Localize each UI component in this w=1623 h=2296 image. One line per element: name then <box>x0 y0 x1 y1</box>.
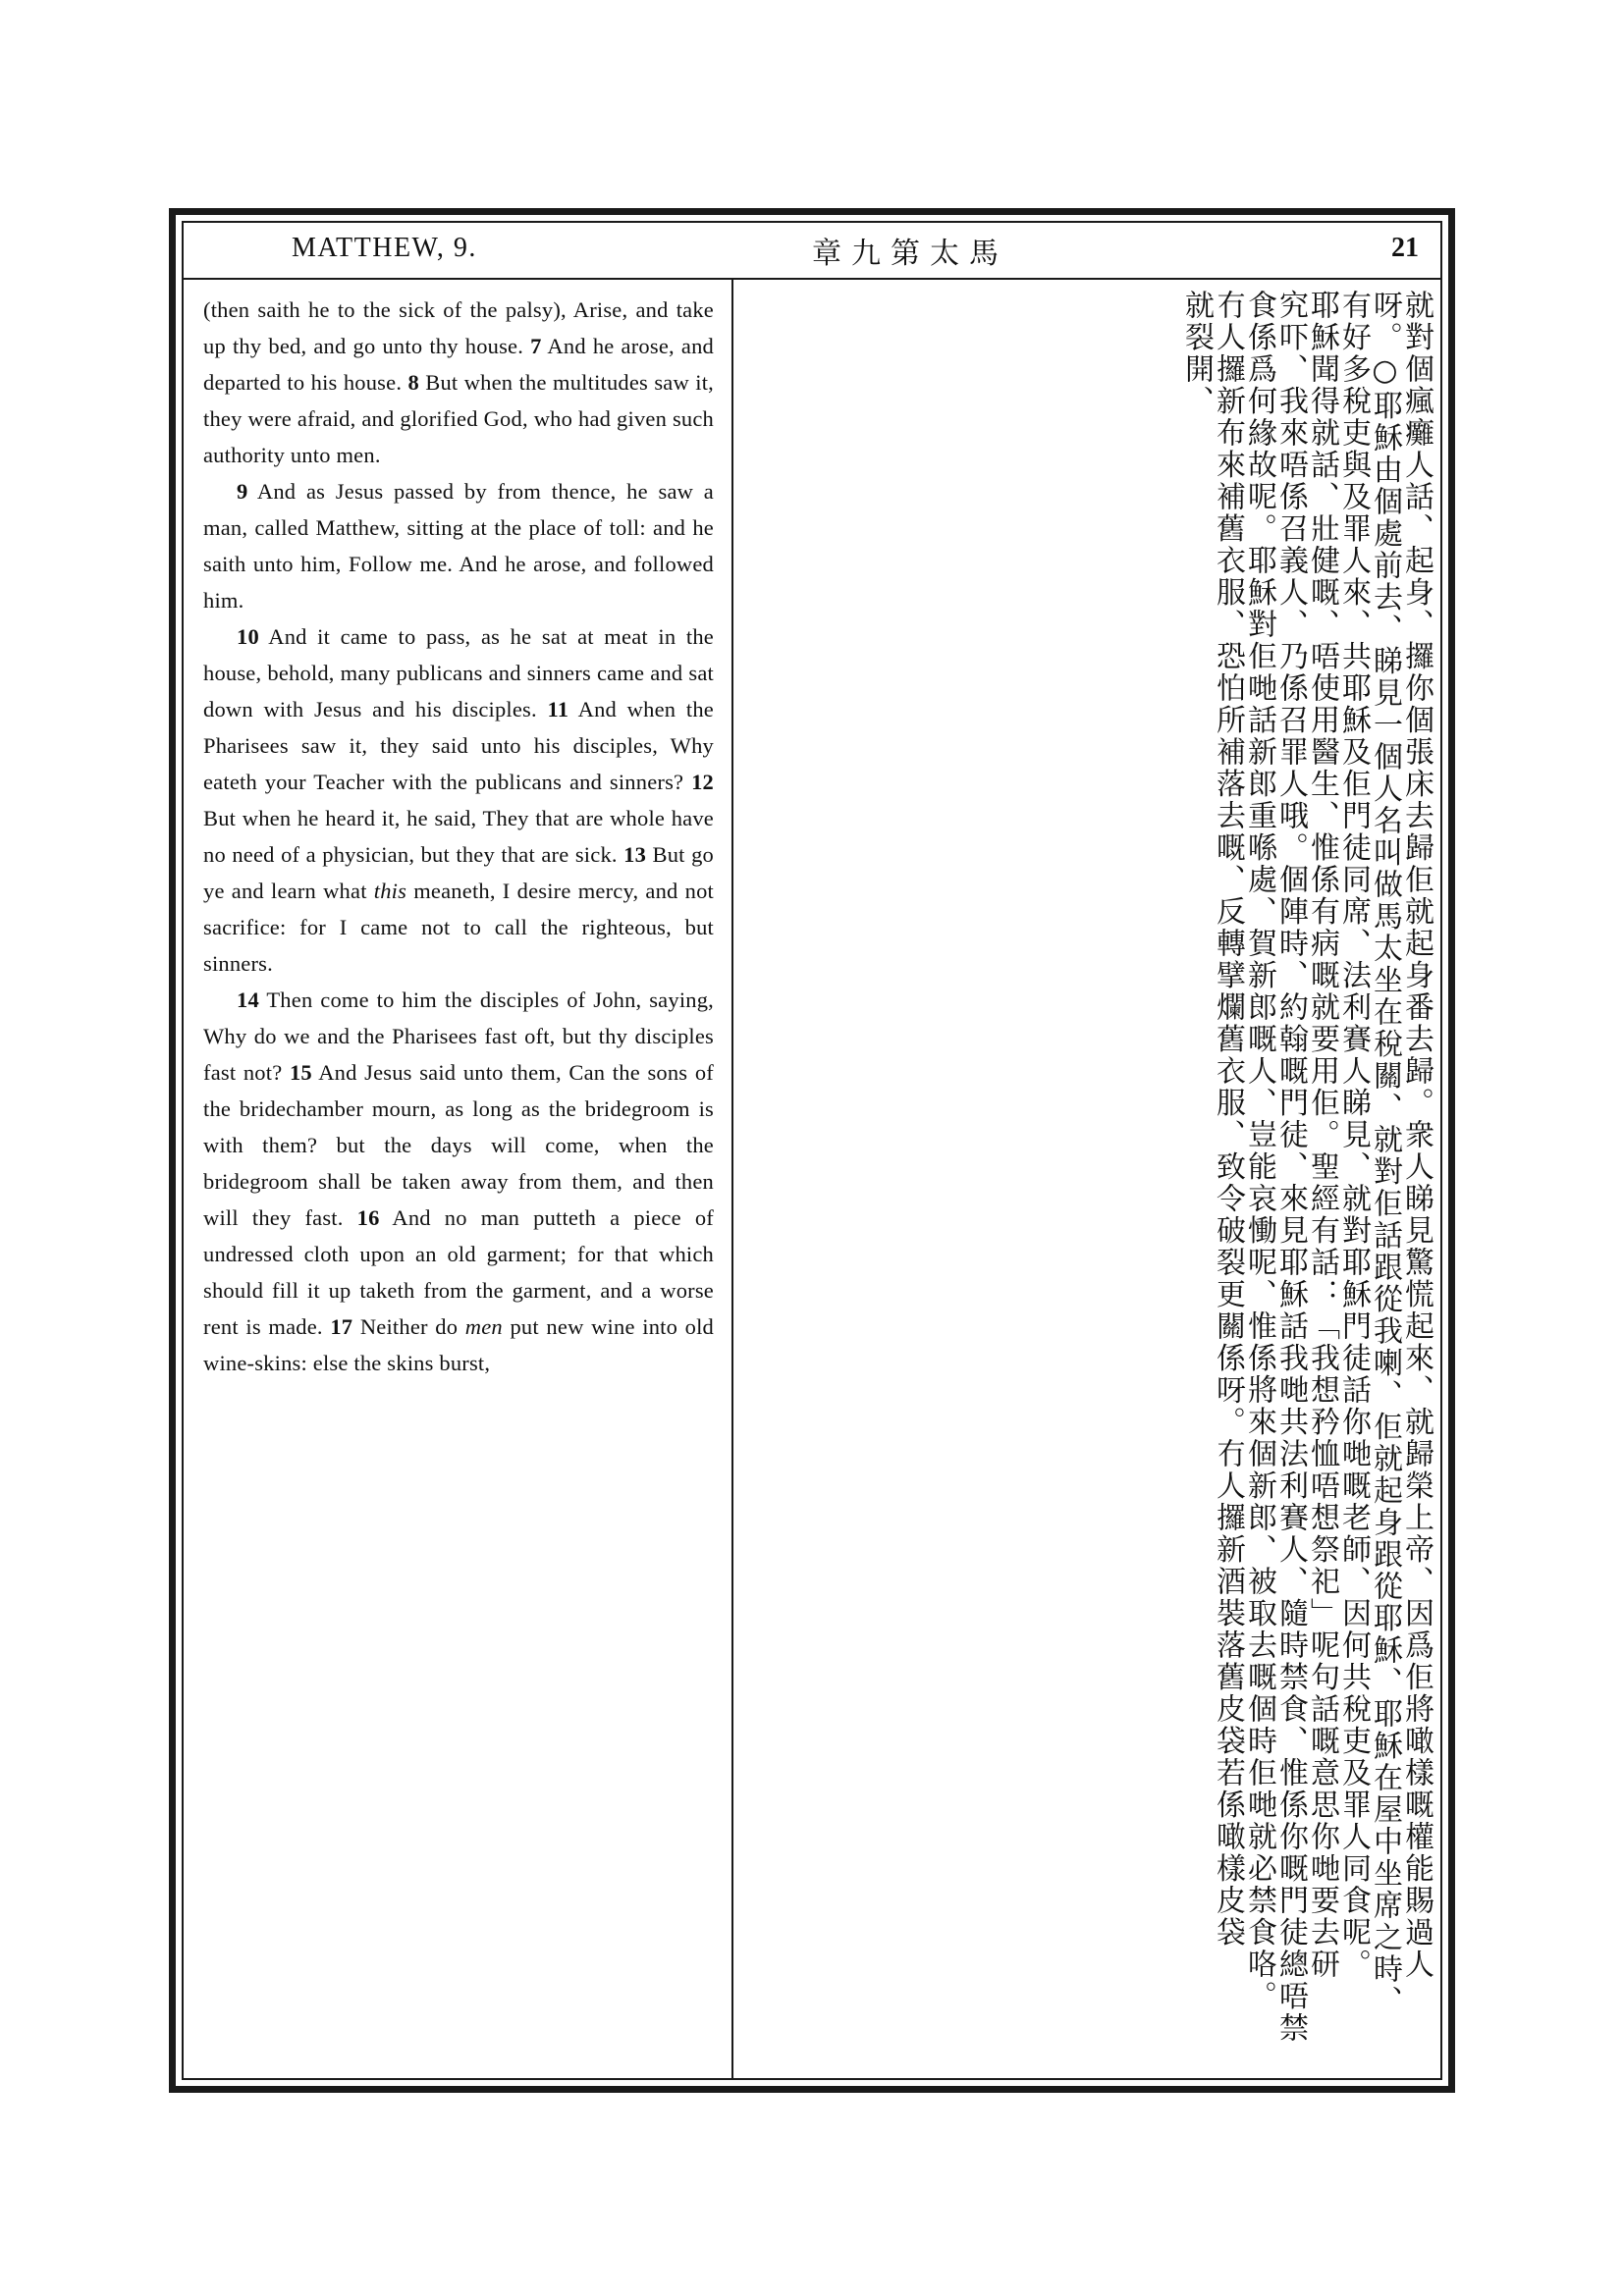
chinese-column-line: 耶穌聞得就話、壯健嘅、唔使用醫生、惟係有病嘅就要用佢。聖經有話：「我想矜恤唔想祭祀」呢句話嘅意思你哋要去研 <box>1305 290 1339 1981</box>
chinese-column-line: 食係爲何緣故呢。耶穌對佢哋話新郎重喺處、賀新郎嘅人、豈能哀慟呢、惟係將來個新郎、被取去嘅個時佢哋就必禁食咯。 <box>1242 290 1276 2012</box>
chinese-column-line: 呀。○耶穌由個處前去、睇見一個人名叫做馬太坐在稅關、就對佢話跟從我喇、佢就起身跟從耶穌、耶穌在屋中坐席之時、 <box>1368 290 1402 2017</box>
running-head-center: 章九第太馬 <box>812 237 1008 271</box>
running-head-left: MATTHEW, 9. <box>292 233 477 263</box>
english-paragraph: 14 Then come to him the disciples of John, saying, Why do we and the Pharisees fast oft, but thy disciples fast not? 15 And Jesus said unto them, Can the sons of the bridechamber mourn, as long as the bridegroom is with them? but the days will come, when the bridegroom shall be taken away from them, and then will they fast. 16 And no man putteth a piece of undressed cloth upon an old garment; for that which should fill it up taketh from the garment, and a worse rent is made. 17 Neither do men put new wine into old wine-skins: else the skins burst, <box>203 988 714 1375</box>
chinese-column-line: 究吓、我來唔係召義人、乃係召罪人哦。個陣時、約翰嘅門徒、來見耶穌話我哋共法利賽人、隨時禁食、惟係你嘅門徒總唔禁 <box>1273 290 1308 2045</box>
english-paragraph: 9 And as Jesus passed by from thence, he saw a man, called Matthew, sitting at the place of toll: and he saith unto him, Follow me. And he arose, and followed him. <box>203 479 714 613</box>
book-page <box>169 208 1455 2093</box>
running-head <box>184 223 1440 280</box>
chinese-column-line: 冇人攞新布來補舊衣服、恐怕所補落去嘅、反轉擘爛舊衣服、致令破裂更關係呀。冇人攞新酒裝落舊皮袋若係噉樣皮袋 <box>1211 290 1245 1949</box>
page-number: 21 <box>1391 233 1419 263</box>
english-paragraph: (then saith he to the sick of the palsy), Arise, and take up thy bed, and go unto thy house. 7 And he arose, and departed to his house. 8 But when the multitudes saw it, they were afraid, and glorified God, who had given such authority unto men. <box>203 297 715 467</box>
chinese-column-line: 就對個瘋癱人話、起身、攞你個張床去歸佢就起身番去歸。衆人睇見驚慌起來、就歸榮上帝、因爲佢將噉樣嘅權能賜過人 <box>1399 290 1434 1981</box>
english-paragraph: 10 And it came to pass, as he sat at meat in the house, behold, many publicans and sinners came and sat down with Jesus and his disciples. 11 And when the Pharisees saw it, they said unto his disciples, Why eateth your Teacher with the publicans and sinners? 12 But when he heard it, he said, They that are whole have no need of a physician, but they that are sick. 13 But go ye and learn what this meaneth, I desire mercy, and not sacrifice: for I came not to call the righteous, but sinners. <box>203 624 714 976</box>
chinese-text-column <box>735 280 1440 2078</box>
english-text-column <box>184 280 733 2078</box>
page-inner-border <box>182 221 1442 2080</box>
page-body <box>184 280 1440 2078</box>
chinese-column-line: 就裂開、 <box>1179 290 1214 417</box>
chinese-column-line: 有好多稅吏與及罪人來、共耶穌及佢門徒同席、法利賽人睇見、就對耶穌門徒話你哋嘅老師、因何共稅吏及罪人同食呢。 <box>1336 290 1371 1981</box>
